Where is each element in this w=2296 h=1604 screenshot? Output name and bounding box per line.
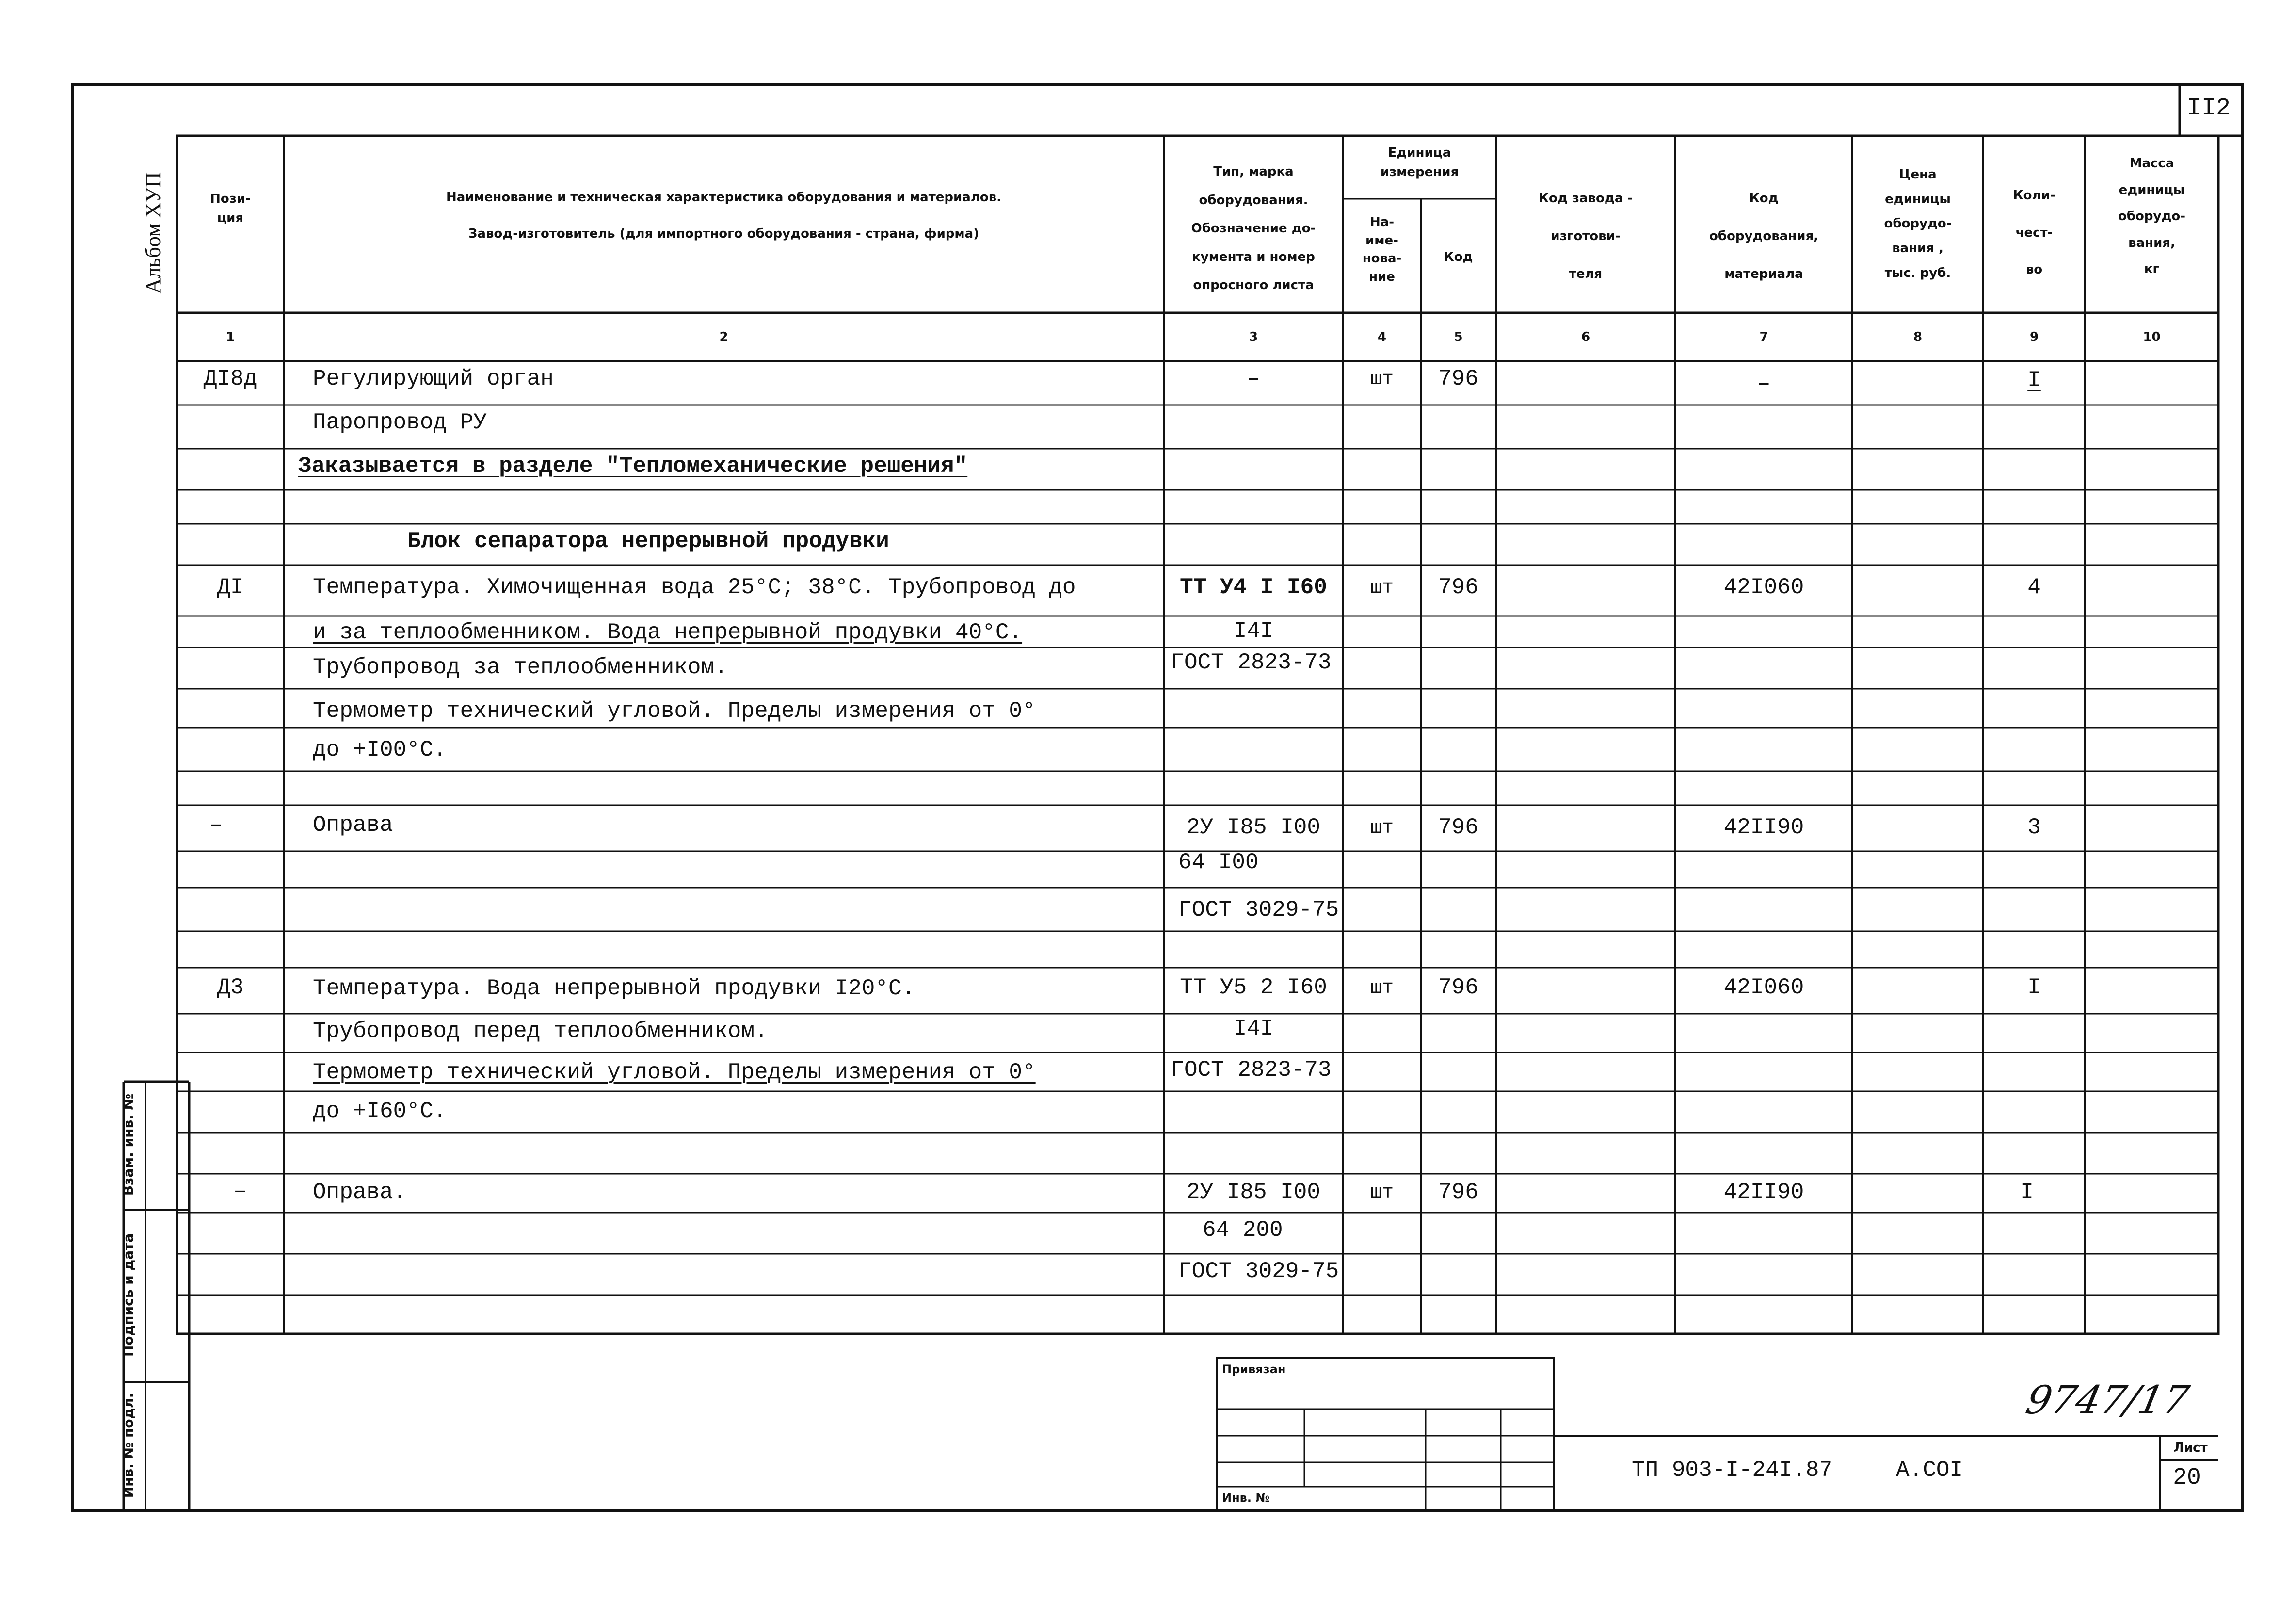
row-type: ГОСТ 3029-75 xyxy=(1178,1259,1339,1284)
album-label: Альбом ХУП xyxy=(141,172,165,294)
header-col4: На- име- нова- ние xyxy=(1362,215,1402,285)
row-type: I4I xyxy=(1233,1016,1274,1041)
inv-no-label: Инв. № xyxy=(1222,1491,1270,1505)
colnum-10: 10 xyxy=(2143,330,2161,344)
colnum-6: 6 xyxy=(1581,330,1590,344)
stamp-inv-podl: Инв. № подл. xyxy=(120,1393,136,1498)
row-type: ГОСТ 2823-73 xyxy=(1171,650,1332,675)
row-pos: ДI8д xyxy=(203,366,257,391)
row-unit-code: 796 xyxy=(1438,975,1478,1000)
row-type: ГОСТ 2823-73 xyxy=(1171,1057,1332,1083)
row-name: Оправа. xyxy=(313,1180,407,1205)
row-name: Трубопровод за теплообменником. xyxy=(313,655,728,680)
row-name-text: Температура. Химочищенная вода 25°С; 38°С. Трубопровод до xyxy=(313,575,1076,600)
row-name: Термометр технический угловой. Пределы измерения от 0° xyxy=(313,1060,1036,1085)
row-name: Термометр технический угловой. Пределы измерения от 0° xyxy=(313,698,1036,724)
row-name: Температура. Вода непрерывной продувки I20°С. xyxy=(313,976,915,1001)
header-col1: Пози- ция xyxy=(210,192,251,226)
row-name: Заказывается в разделе "Тепломеханические решения" xyxy=(298,454,968,479)
doc-code: ТП 903-I-24I.87 xyxy=(1632,1458,1833,1483)
header-unit-group: Единица измерения xyxy=(1380,146,1459,180)
row-type: ГОСТ 3029-75 xyxy=(1178,897,1339,923)
row-unit: шт xyxy=(1370,369,1394,390)
row-qty: I xyxy=(2027,975,2041,1000)
row-name xyxy=(313,575,1076,600)
row-name: Оправа xyxy=(313,812,393,838)
row-name: Регулирующий орган xyxy=(313,366,554,391)
header-col8: Цена единицы оборудо- вания , тыс. руб. xyxy=(1884,167,1952,280)
row-pos: – xyxy=(233,1179,247,1204)
colnum-7: 7 xyxy=(1759,330,1768,344)
header-col5: Код xyxy=(1444,250,1473,264)
header-col9: Коли- чест- во xyxy=(2013,188,2055,277)
row-material-code: 42II90 xyxy=(1723,815,1804,840)
row-pos: Д3 xyxy=(217,975,244,1000)
row-material-code: 42I060 xyxy=(1723,975,1804,1000)
handwritten-number: 9747/17 xyxy=(2022,1377,2193,1423)
row-qty: I xyxy=(2020,1180,2034,1205)
header-col6: Код завода - изготови- теля xyxy=(1538,191,1633,281)
colnum-4: 4 xyxy=(1377,330,1387,344)
row-name: до +I60°С. xyxy=(313,1099,447,1124)
row-type: 2У I85 I00 xyxy=(1186,815,1321,840)
row-type: ТТ У5 2 I60 xyxy=(1180,975,1327,1000)
sheet-label: Лист xyxy=(2173,1441,2208,1455)
row-type: – xyxy=(1247,366,1260,391)
colnum-9: 9 xyxy=(2029,330,2039,344)
sheet-value: 20 xyxy=(2173,1465,2201,1491)
section-heading: Блок сепаратора непрерывной продувки xyxy=(407,529,889,554)
row-material-code: 42II90 xyxy=(1723,1180,1804,1205)
row-unit-code: 796 xyxy=(1438,366,1478,391)
colnum-3: 3 xyxy=(1249,330,1258,344)
row-unit-code: 796 xyxy=(1438,575,1478,600)
row-pos: – xyxy=(209,812,223,838)
colnum-1: 1 xyxy=(225,330,235,344)
header-col2: Наименование и техническая характеристика оборудования и материалов. Завод-изготовитель (для импортного оборудования - страна, фирма) xyxy=(446,190,1002,242)
row-pos: ДI xyxy=(217,575,244,600)
row-unit: шт xyxy=(1370,977,1394,999)
row-unit-code: 796 xyxy=(1438,1180,1478,1205)
colnum-2: 2 xyxy=(719,330,728,344)
header-col3: Тип, марка оборудования. Обозначение до- кумента и номер опросного листа xyxy=(1191,164,1316,292)
row-name: и за теплообменником. Вода непрерывной продувки 40°С. xyxy=(313,620,1023,645)
row-type: ТТ У4 I I60 xyxy=(1180,575,1327,600)
privyazan-label: Привязан xyxy=(1222,1362,1286,1376)
header-col7: Код оборудования, материала xyxy=(1709,191,1819,281)
header-col10: Масса единицы оборудо- вания, кг xyxy=(2118,156,2186,277)
row-material-code: 42I060 xyxy=(1723,575,1804,600)
row-type: I4I xyxy=(1233,618,1274,644)
row-unit: шт xyxy=(1370,817,1394,839)
row-type: 2У I85 I00 xyxy=(1186,1180,1321,1205)
row-material-code: – xyxy=(1757,371,1771,396)
row-type: 64 200 xyxy=(1203,1217,1283,1243)
row-unit-code: 796 xyxy=(1438,815,1478,840)
colnum-8: 8 xyxy=(1913,330,1923,344)
doc-suffix: А.COI xyxy=(1896,1458,1963,1483)
row-type: 64 I00 xyxy=(1178,850,1259,875)
row-unit: шт xyxy=(1370,577,1394,599)
row-name: Трубопровод перед теплообменником. xyxy=(313,1019,768,1044)
row-unit: шт xyxy=(1370,1182,1394,1204)
row-name: Паропровод РУ xyxy=(313,410,487,435)
row-qty: 3 xyxy=(2027,815,2041,840)
stamp-podpis-data: Подпись и дата xyxy=(120,1233,136,1357)
row-name: до +I00°С. xyxy=(313,737,447,762)
colnum-5: 5 xyxy=(1454,330,1463,344)
sheet-number-top: II2 xyxy=(2187,95,2231,122)
row-qty: 4 xyxy=(2027,575,2041,600)
row-qty: I xyxy=(2027,368,2041,393)
stamp-vzam-inv: Взам. инв. № xyxy=(120,1093,136,1196)
